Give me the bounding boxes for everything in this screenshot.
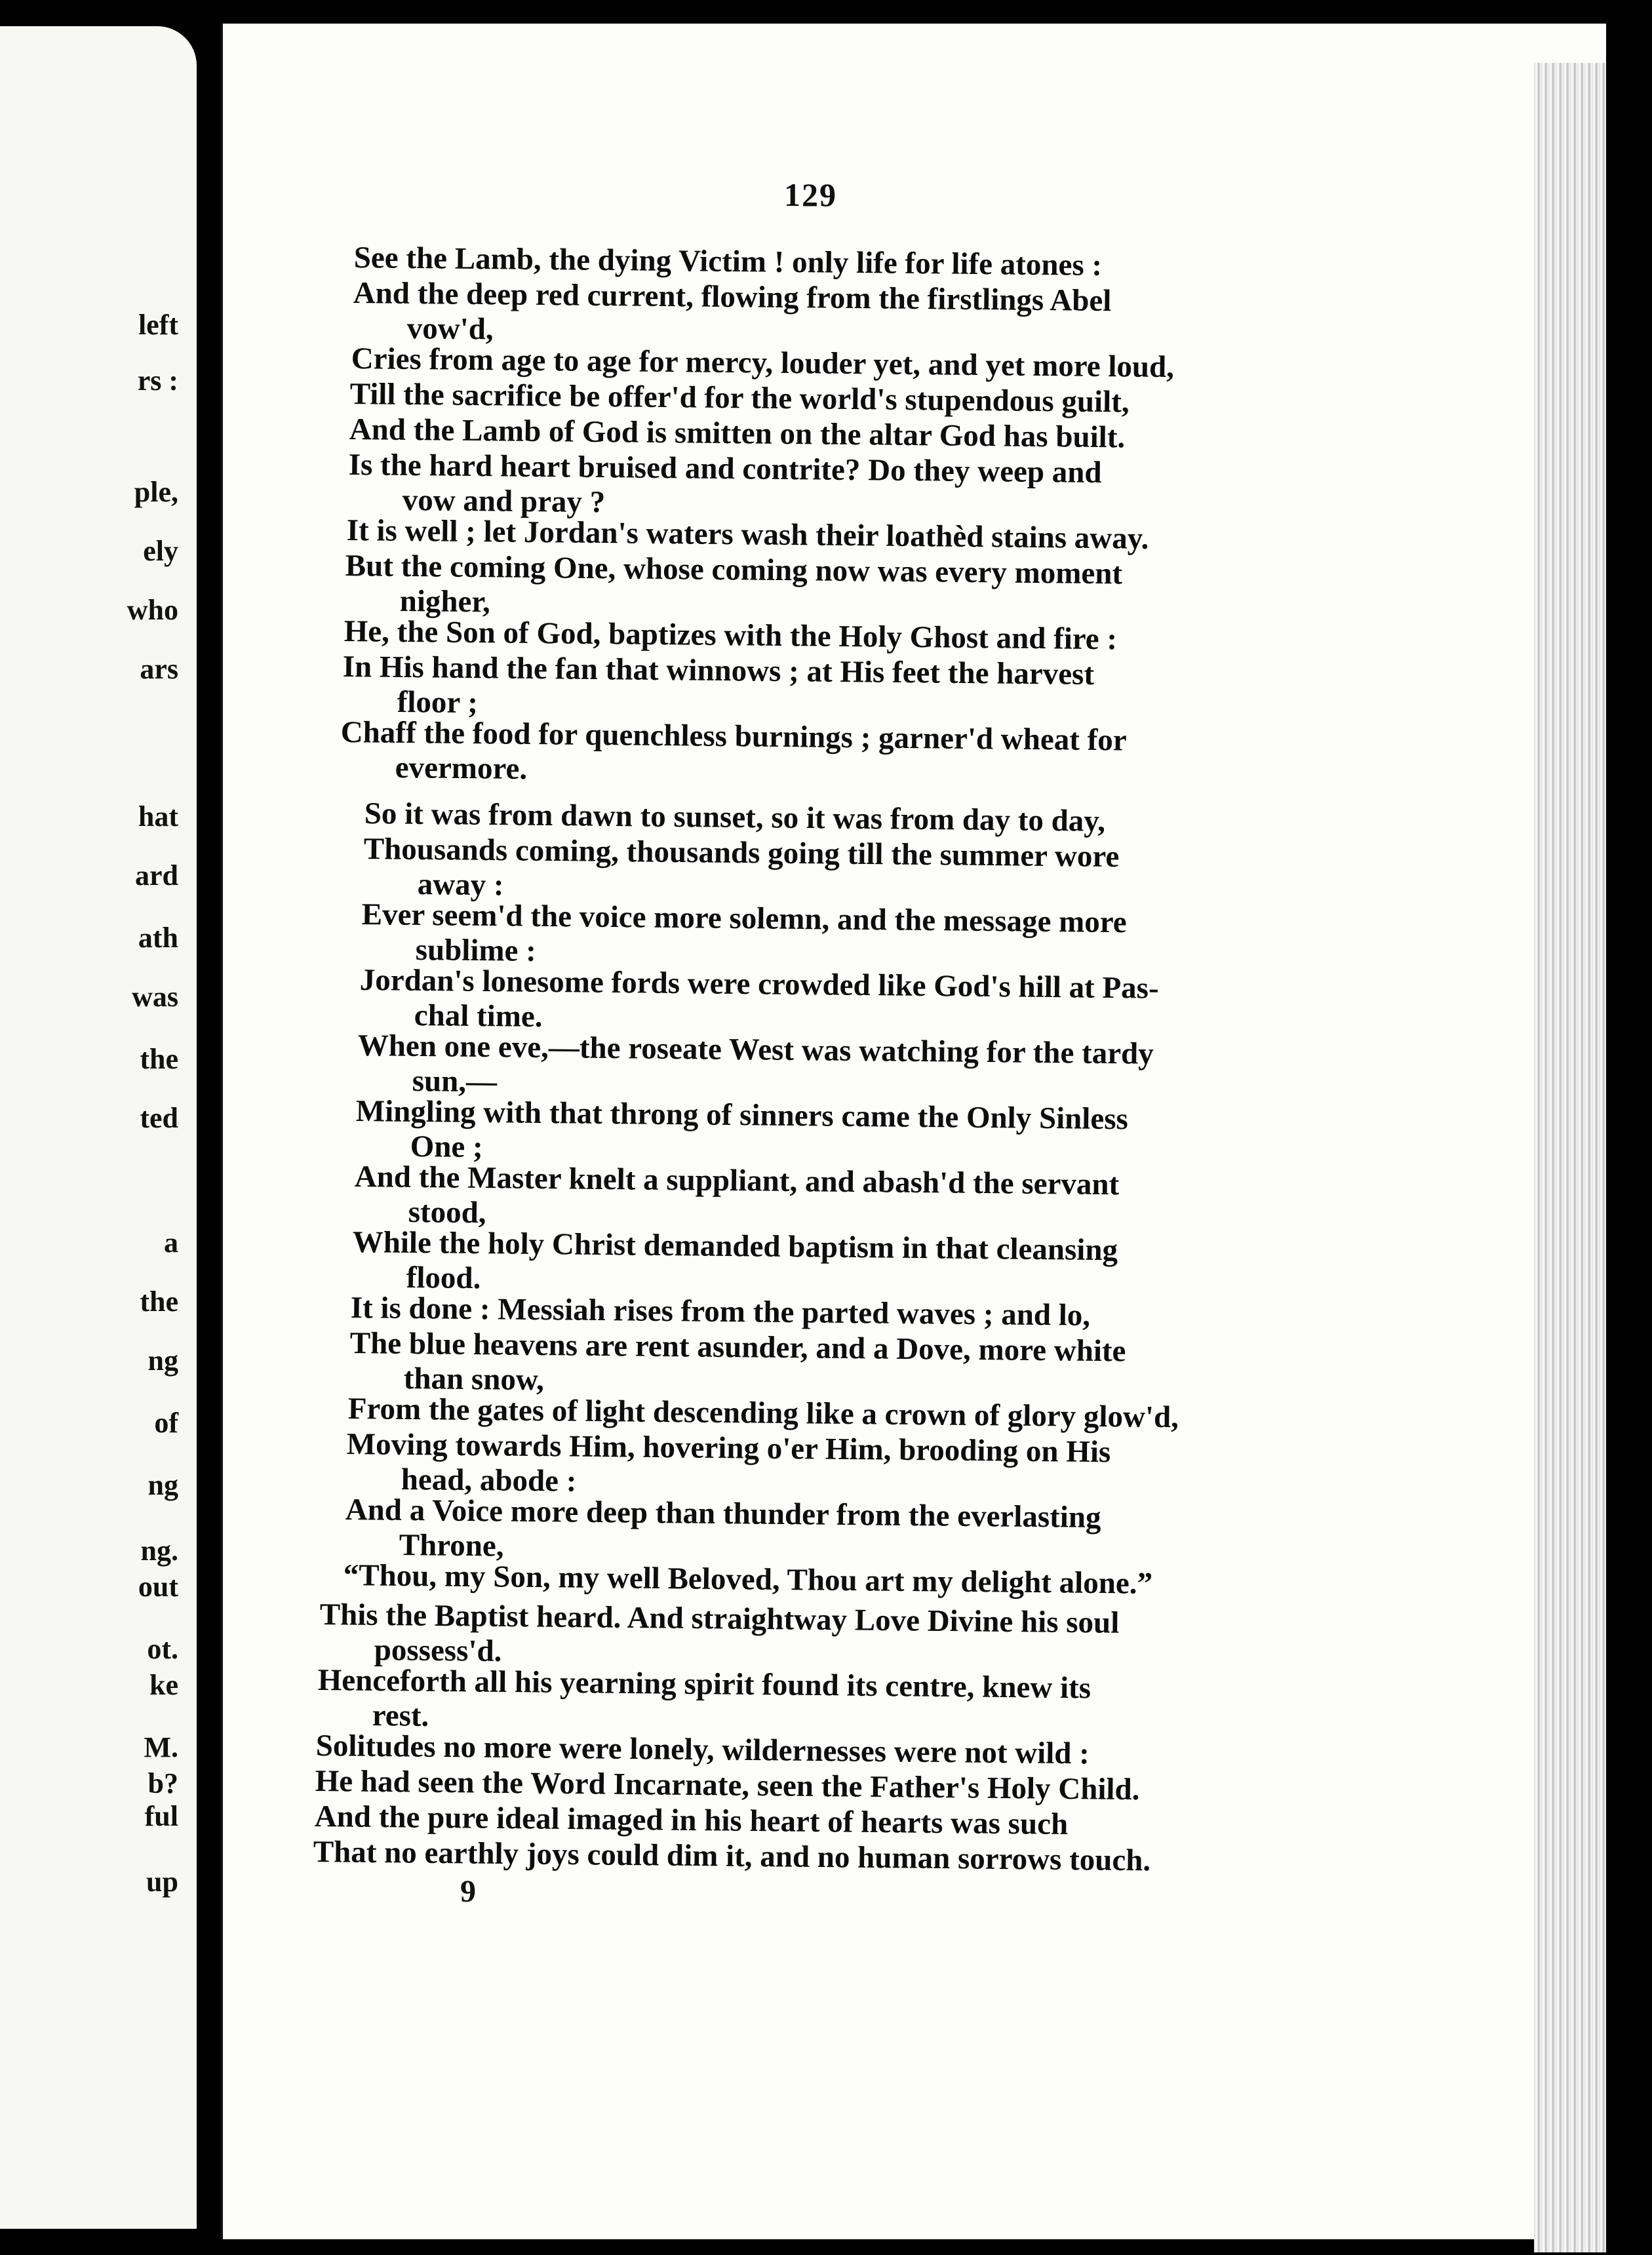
poem-line: Solitudes no more were lonely, wildernesses were not wild : <box>315 1729 1090 1771</box>
poem-line-continuation: stood, <box>408 1195 487 1230</box>
left-page-fragment: rs : <box>137 364 178 397</box>
left-page-fragment: ful <box>144 1800 178 1832</box>
poem-line-continuation: rest. <box>372 1698 429 1733</box>
poem-line-continuation: chal time. <box>414 998 543 1034</box>
left-page-fragment: a <box>164 1226 178 1259</box>
left-page-fragment: was <box>132 981 178 1013</box>
poem-line-continuation: nigher, <box>399 584 491 619</box>
left-page-fragment: ely <box>143 535 178 567</box>
signature-mark: 9 <box>460 1874 476 1909</box>
left-page-fragment: ng <box>148 1344 178 1377</box>
left-page-fragment: ard <box>135 859 178 892</box>
left-page-fragment: left <box>138 309 178 341</box>
poem-line: He, the Son of God, baptizes with the Holy Ghost and fire : <box>344 614 1117 657</box>
poem-line: Mingling with that throng of sinners came the Only Sinless <box>355 1094 1129 1137</box>
left-page-fragment: the <box>140 1043 178 1075</box>
poem-line: From the gates of light descending like a crown of glory glow'd, <box>347 1392 1179 1435</box>
poem-line: Ever seem'd the voice more solemn, and the message more <box>361 897 1127 940</box>
poem-line-continuation: head, abode : <box>401 1462 577 1499</box>
poem-line-continuation: Throne, <box>399 1528 504 1563</box>
poem-line: But the coming One, whose coming now was every moment <box>345 549 1123 591</box>
poem-line-continuation: vow'd, <box>406 311 494 347</box>
poem-line-continuation: flood. <box>406 1261 482 1296</box>
left-page-fragment: ted <box>140 1102 178 1134</box>
left-page-fragment: who <box>127 594 178 626</box>
poem-line: And the pure ideal imaged in his heart of hearts was such <box>314 1799 1068 1842</box>
left-page-fragment: of <box>154 1407 178 1439</box>
poem-line: Moving towards Him, hovering o'er Him, brooding on His <box>346 1427 1111 1470</box>
poem-line-continuation: evermore. <box>395 751 528 787</box>
poem-line: Thousands coming, thousands going till the summer wore <box>363 832 1120 874</box>
poem-line: Henceforth all his yearning spirit found its centre, knew its <box>317 1663 1092 1706</box>
left-page-fragment: M. <box>144 1731 178 1763</box>
poem-line: This the Baptist heard. And straightway Love Divine his soul <box>319 1598 1120 1640</box>
left-page-fragment: the <box>140 1285 178 1318</box>
poem-line-continuation: sublime : <box>415 933 537 968</box>
left-page-fragment: ng <box>148 1469 178 1501</box>
poem-line-continuation: possess'd. <box>374 1633 502 1669</box>
poem-line: Chaff the food for quenchless burnings ; garner'd wheat for <box>340 715 1128 758</box>
poem-line: Is the hard heart bruised and contrite? Do they weep and <box>348 448 1102 490</box>
poem-line: It is well ; let Jordan's waters wash their loathèd stains away. <box>346 513 1149 556</box>
left-page-fragment: ng. <box>140 1535 178 1567</box>
poem-line: When one eve,—the roseate West was watching for the tardy <box>357 1029 1154 1071</box>
poem-line: And a Voice more deep than thunder from the everlasting <box>345 1493 1101 1535</box>
poem-line-continuation: than snow, <box>403 1362 545 1398</box>
left-page-fragment: hat <box>138 800 178 833</box>
poem-line: In His hand the fan that winnows ; at His feet the harvest <box>342 650 1095 692</box>
left-page-fragment: out <box>138 1571 178 1603</box>
left-page-fragment: ars <box>140 653 178 685</box>
poem-line-continuation: floor ; <box>397 685 478 720</box>
poem-line: Till the sacrifice be offer'd for the world's stupendous guilt, <box>349 377 1130 420</box>
poem-line: Cries from age to age for mercy, louder yet, and yet more loud, <box>351 342 1175 385</box>
poem-line: Jordan's lonesome fords were crowded like God's hill at Pas- <box>359 963 1159 1006</box>
poem-line: He had seen the Word Incarnate, seen the Father's Holy Child. <box>315 1764 1140 1807</box>
left-page-fragment: ot. <box>147 1633 178 1665</box>
poem-line: The blue heavens are rent asunder, and a Dove, more white <box>349 1326 1126 1369</box>
poem-line: And the Lamb of God is smitten on the altar God has built. <box>349 412 1126 455</box>
left-page-fragment: ke <box>149 1669 178 1701</box>
left-page-fragment: ath <box>138 922 178 954</box>
poem-line-continuation: vow and pray ? <box>402 483 606 520</box>
poem-line: So it was from dawn to sunset, so it was from day to day, <box>364 796 1106 838</box>
page-number: 129 <box>784 176 837 213</box>
poem-line: See the Lamb, the dying Victim ! only life for life atones : <box>353 241 1103 283</box>
poem-line: And the deep red current, flowing from the firstlings Abel <box>353 276 1112 319</box>
poem-line-continuation: One ; <box>410 1129 483 1165</box>
poem-line: And the Master knelt a suppliant, and abash'd the servant <box>354 1160 1120 1202</box>
left-page-fragment: ple, <box>134 476 178 508</box>
left-page-fragment: up <box>146 1866 178 1898</box>
poem-line: While the holy Christ demanded baptism in that cleansing <box>352 1225 1118 1268</box>
poem-line-continuation: away : <box>417 867 505 903</box>
poem-line-continuation: sun,— <box>412 1064 498 1099</box>
left-page-fragment: b? <box>148 1767 178 1799</box>
poem-line: “Thou, my Son, my well Beloved, Thou art my delight alone.” <box>343 1558 1153 1601</box>
poem-line: It is done : Messiah rises from the parted waves ; and lo, <box>350 1291 1091 1333</box>
poem-line: That no earthly joys could dim it, and no human sorrows touch. <box>313 1835 1151 1878</box>
